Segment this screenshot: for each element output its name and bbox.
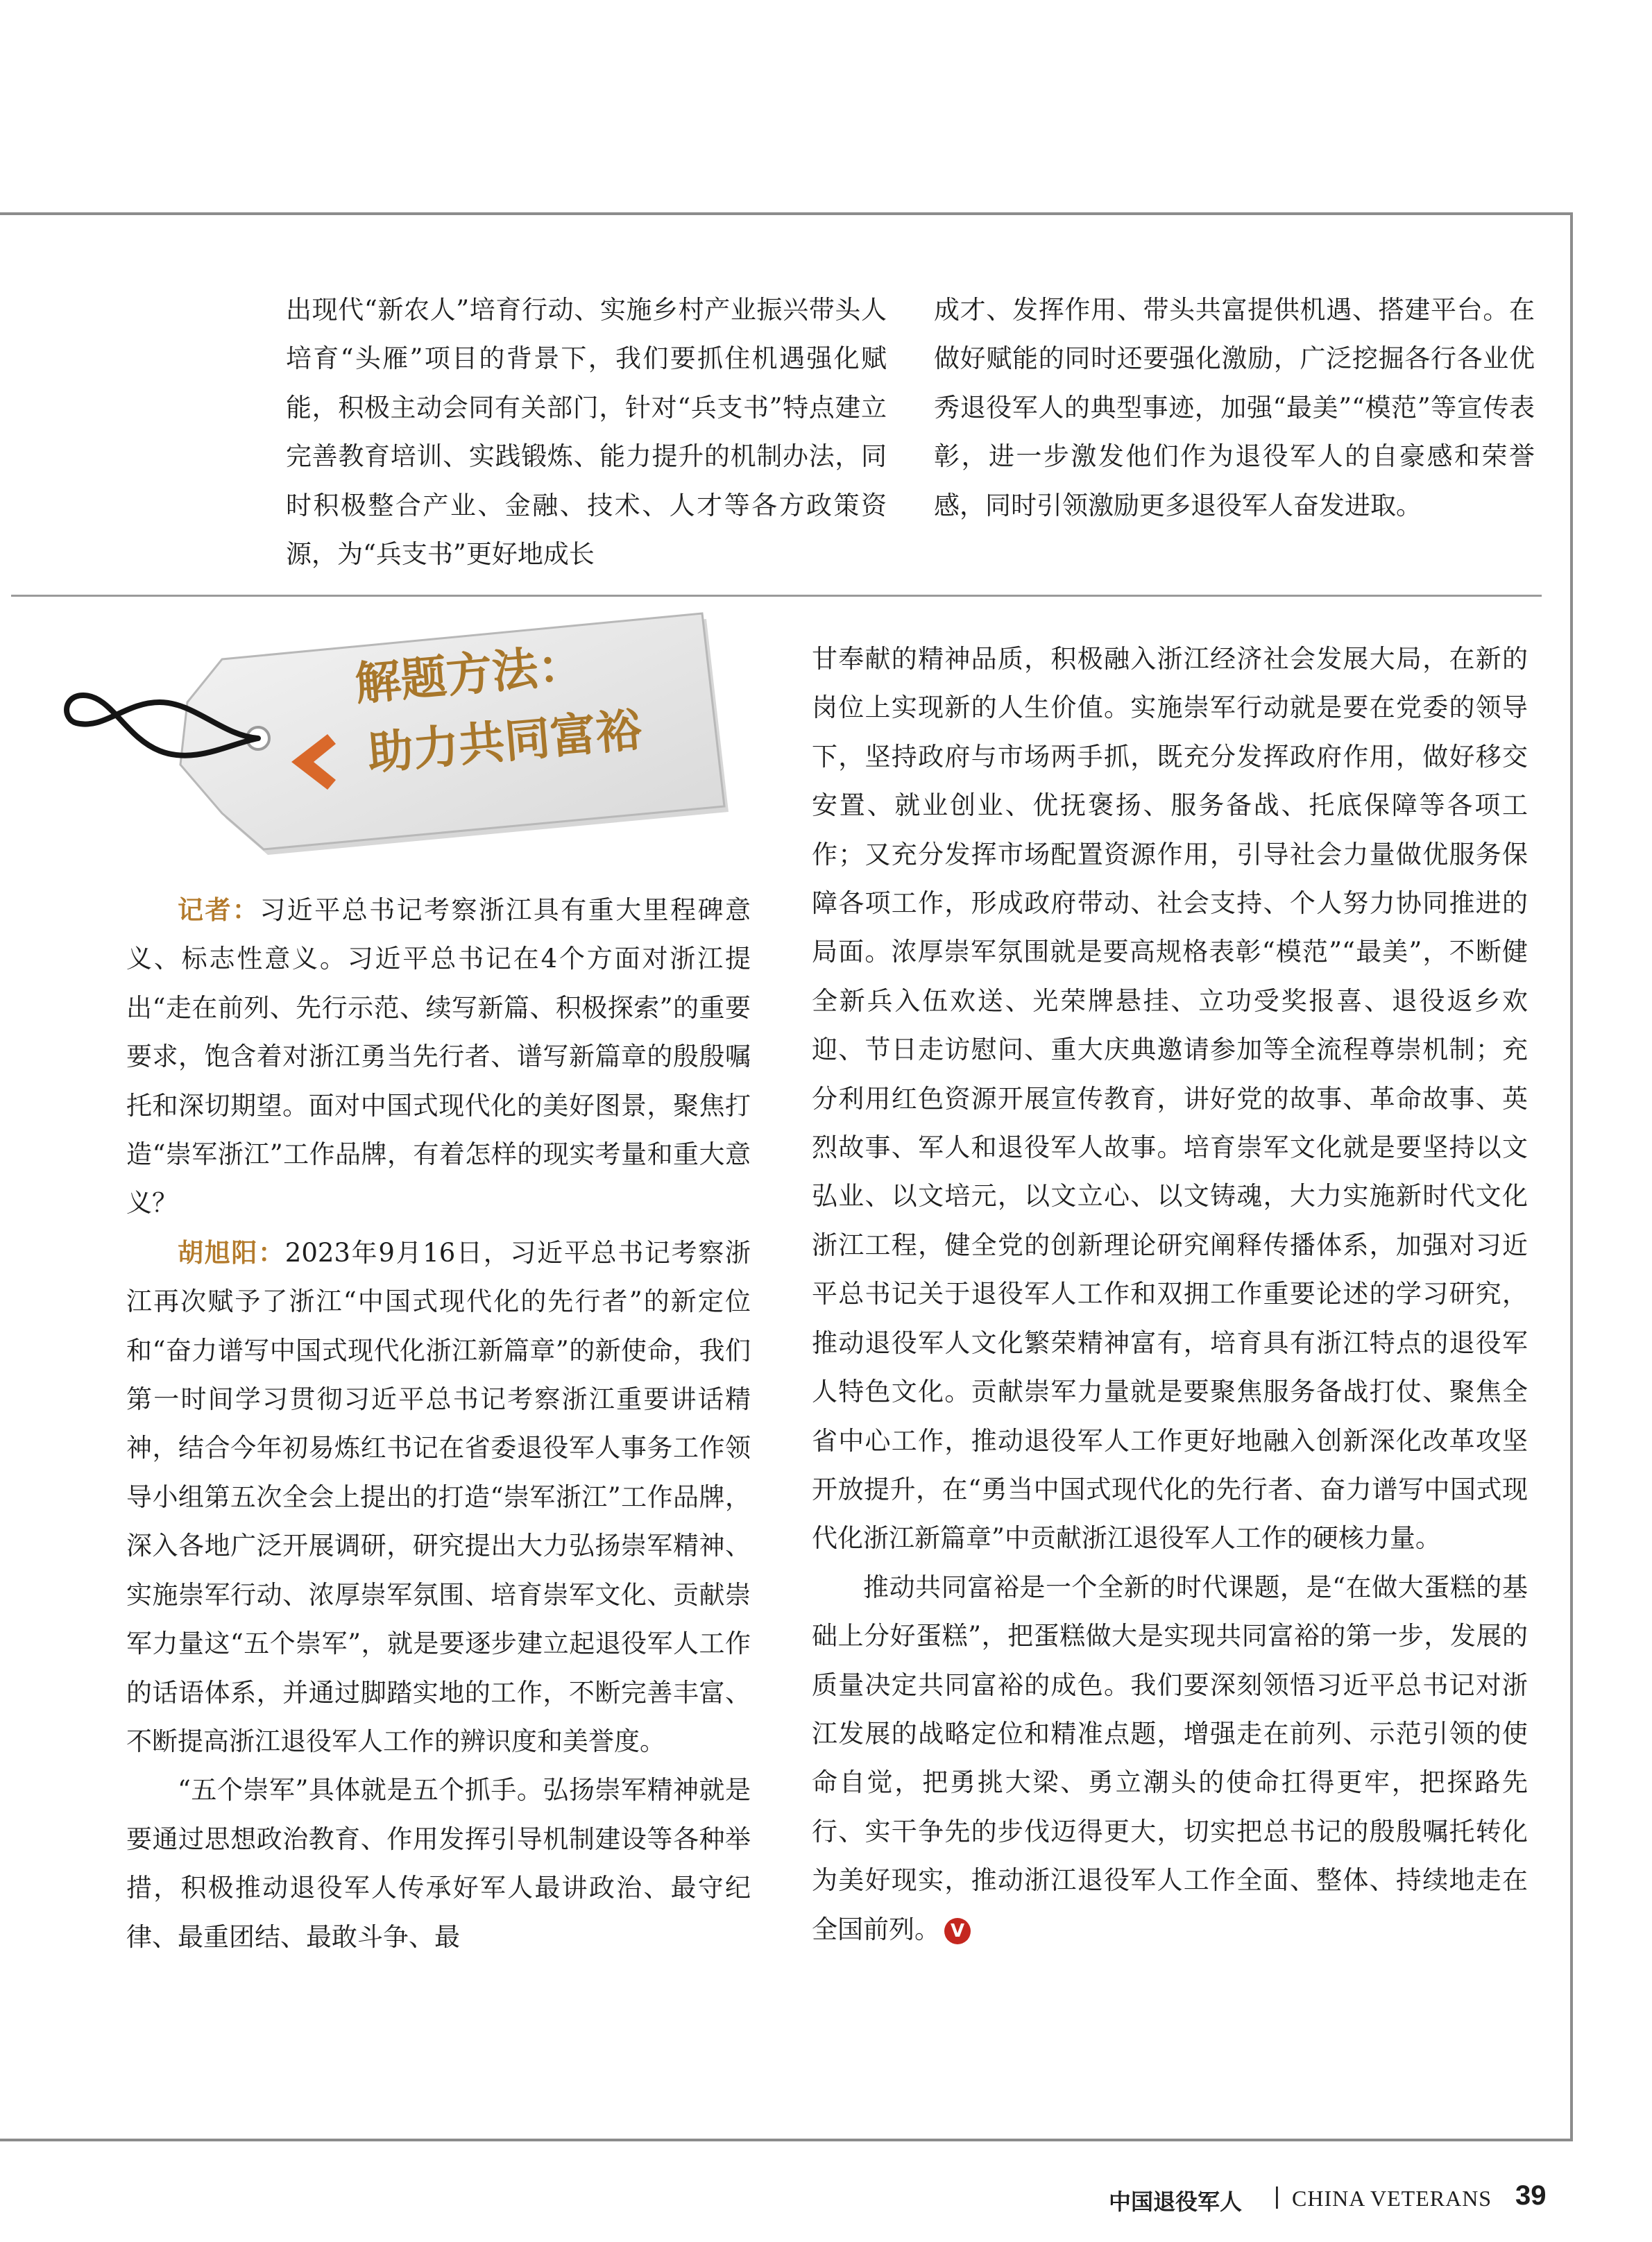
- page-footer: [1109, 2180, 1553, 2222]
- paragraph: 甘奉献的精神品质，积极融入浙江经济社会发展大局，在新的岗位上实现新的人生价值。实施崇军行动就是要在党委的领导下，坚持政府与市场两手抓，既充分发挥政府作用，做好移交安置、就业创业、优抚褒扬、服务备战、托底保障等各项工作；又充分发挥市场配置资源作用，引导社会力量做优服务保障各项工作，形成政府带动、社会支持、个人努力协同推进的局面。浓厚崇军氛围就是要高规格表彰“模范”“最美”，不断健全新兵入伍欢送、光荣牌悬挂、立功受奖报喜、退役返乡欢迎、节日走访慰问、重大庆典邀请参加等全流程尊崇机制；充分利用红色资源开展宣传教育，讲好党的故事、革命故事、英烈故事、军人和退役军人故事。培育崇军文化就是要坚持以文弘业、以文培元，以文立心、以文铸魂，大力实施新时代文化浙江工程，健全党的创新理论研究阐释传播体系，加强对习近平总书记关于退役军人工作和双拥工作重要论述的学习研究，推动退役军人文化繁荣精神富有，培育具有浙江特点的退役军人特色文化。贡献崇军力量就是要聚焦服务备战打仗、聚焦全省中心工作，推动退役军人工作更好地融入创新深化改革攻坚开放提升，在“勇当中国式现代化的先行者、奋力谱写中国式现代化浙江新篇章”中贡献浙江退役军人工作的硬核力量。: [812, 644, 1528, 1554]
- frame-top-rule: [0, 212, 1573, 215]
- paragraph: [812, 1563, 1528, 1954]
- speaker-label: 记者：: [178, 894, 260, 925]
- tag-title-line2: 助力共同富裕: [365, 702, 644, 781]
- page-number: 39: [1515, 2180, 1547, 2211]
- magazine-name: 中国退役军人: [1109, 2189, 1243, 2215]
- paragraph-text: 推动共同富裕是一个全新的时代课题，是“在做大蛋糕的基础上分好蛋糕”，把蛋糕做大是实现共同富裕的第一步，发展的质量决定共同富裕的成色。我们要深刻领悟习近平总书记对浙江发展的战略定位和精准点题，增强走在前列、示范引领的使命自觉，把勇挑大梁、勇立潮头的使命扛得更牢，把探路先行、实干争先的步伐迈得更大，切实把总书记的殷殷嘱托转化为美好现实，推动浙江退役军人工作全面、整体、持续地走在全国前列。: [812, 1572, 1528, 1944]
- question-text: 习近平总书记考察浙江具有重大里程碑意义、标志性意义。习近平总书记在4个方面对浙江提出“走在前列、先行示范、续写新篇、积极探索”的重要要求，饱含着对浙江勇当先行者、谱写新篇章的殷殷嘱托和深切期望。面对中国式现代化的美好图景，聚焦打造“崇军浙江”工作品牌，有着怎样的现实考量和重大意义？: [126, 895, 751, 1218]
- paragraph: 成才、发挥作用、带头共富提供机遇、搭建平台。在做好赋能的同时还要强化激励，广泛挖掘各行各业优秀退役军人的典型事迹，加强“最美”“模范”等宣传表彰，进一步激发他们作为退役军人的自豪感和荣誉感，同时引领激励更多退役军人奋发进取。: [934, 295, 1535, 520]
- footer-separator: |: [1274, 2183, 1280, 2209]
- section-tag: [56, 598, 763, 876]
- veterans-logo-icon: V: [944, 1918, 971, 1944]
- frame-bottom-rule: [0, 2139, 1573, 2141]
- answer-text: 2023年9月16日，习近平总书记考察浙江再次赋予了浙江“中国式现代化的先行者”的新定位和“奋力谱写中国式现代化浙江新篇章”的新使命，我们第一时间学习贯彻习近平总书记考察浙江重要讲话精神，结合今年初易炼红书记在省委退役军人事务工作领导小组第五次全会上提出的打造“崇军浙江”工作品牌，深入各地广泛开展调研，研究提出大力弘扬崇军精神、实施崇军行动、浓厚崇军氛围、培育崇军文化、贡献崇军力量这“五个崇军”，就是要逐步建立起退役军人工作的话语体系，并通过脚踏实地的工作，不断完善丰富、不断提高浙江退役军人工作的辨识度和美誉度。: [126, 1237, 751, 1756]
- tag-title-line1: 解题方法：: [352, 637, 586, 711]
- paragraph: 出现代“新农人”培育行动、实施乡村产业振兴带头人培育“头雁”项目的背景下，我们要抓住机遇强化赋能，积极主动会同有关部门，针对“兵支书”特点建立完善教育培训、实践锻炼、能力提升的机制办法，同时积极整合产业、金融、技术、人才等各方政策资源，为“兵支书”更好地成长: [286, 295, 887, 570]
- question-paragraph: [126, 885, 751, 1228]
- top-right-column: [934, 286, 1535, 530]
- speaker-label: 胡旭阳：: [178, 1237, 285, 1268]
- paragraph: “五个崇军”具体就是五个抓手。弘扬崇军精神就是要通过思想政治教育、作用发挥引导机制建设等各种举措，积极推动退役军人传承好军人最讲政治、最守纪律、最重团结、最敢斗争、最: [126, 1775, 751, 1952]
- section-divider: [11, 595, 1542, 597]
- answer-paragraph: [126, 1228, 751, 1766]
- right-column: [812, 635, 1528, 1954]
- top-left-column: [286, 286, 887, 579]
- magazine-name-en: CHINA VETERANS: [1292, 2186, 1492, 2211]
- left-column: [126, 885, 751, 1962]
- frame-right-rule: [1570, 212, 1573, 2141]
